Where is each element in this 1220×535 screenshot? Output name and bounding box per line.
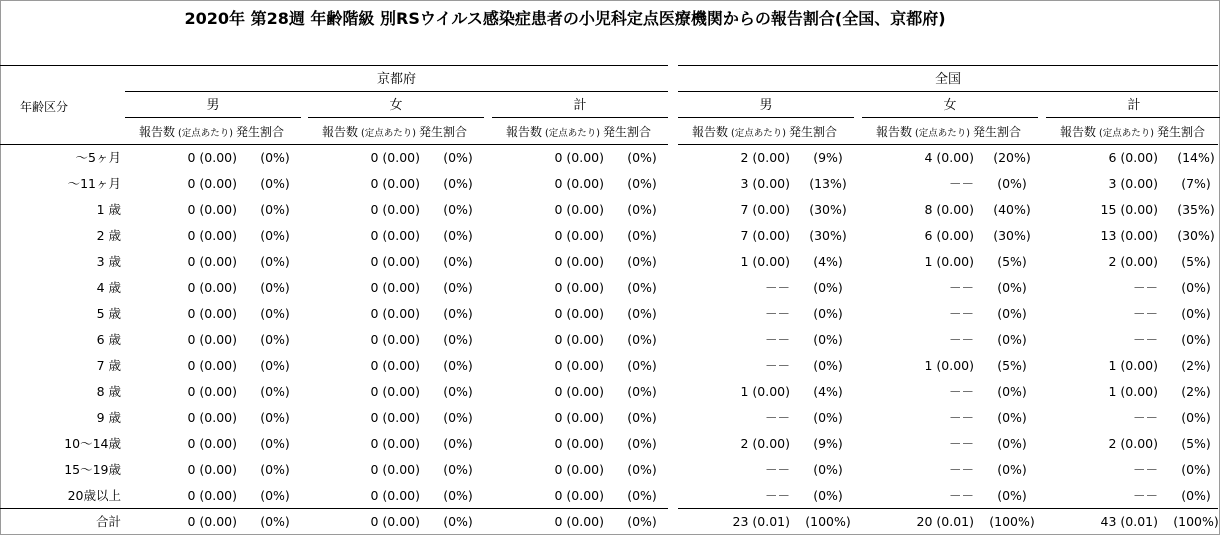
row-4-count-5: 2 (0.00) xyxy=(1108,254,1158,269)
row-4-rate-3: (4%) xyxy=(813,254,843,269)
subgroup-header-0: 男 xyxy=(206,98,220,113)
row-6-rate-0: (0%) xyxy=(260,306,290,321)
row-1-count-4: －－ xyxy=(948,176,974,191)
total-count-3: 23 (0.01) xyxy=(732,514,790,529)
row-13-count-0: 0 (0.00) xyxy=(187,488,237,503)
column-header-part: 発生割合 xyxy=(1156,125,1205,139)
row-7-rate-0: (0%) xyxy=(260,332,290,347)
row-8-count-0: 0 (0.00) xyxy=(187,358,237,373)
row-7-count-4: －－ xyxy=(948,332,974,347)
row-1-count-2: 0 (0.00) xyxy=(554,176,604,191)
row-8-count-3: －－ xyxy=(764,358,790,373)
row-11-rate-1: (0%) xyxy=(443,436,473,451)
column-header-0 xyxy=(139,124,284,142)
row-1-count-5: 3 (0.00) xyxy=(1108,176,1158,191)
column-header-part: 発生割合 xyxy=(972,125,1021,139)
row-13-age: 20歳以上 xyxy=(67,488,121,503)
row-12-age: 15～19歳 xyxy=(64,462,121,477)
row-11-count-0: 0 (0.00) xyxy=(187,436,237,451)
row-6-count-4: －－ xyxy=(948,306,974,321)
row-4-count-2: 0 (0.00) xyxy=(554,254,604,269)
row-9-count-4: －－ xyxy=(948,384,974,399)
column-header-part: 報告数 xyxy=(876,125,913,139)
row-3-age: 2 歳 xyxy=(96,228,121,243)
row-5-count-4: －－ xyxy=(948,280,974,295)
subgroup-header-2: 計 xyxy=(573,98,587,113)
row-2-count-5: 15 (0.00) xyxy=(1100,202,1158,217)
row-3-rate-4: (30%) xyxy=(993,228,1031,243)
row-12-rate-0: (0%) xyxy=(260,462,290,477)
row-4-count-0: 0 (0.00) xyxy=(187,254,237,269)
row-10-count-0: 0 (0.00) xyxy=(187,410,237,425)
row-4-rate-4: (5%) xyxy=(997,254,1027,269)
row-0-count-5: 6 (0.00) xyxy=(1108,150,1158,165)
row-1-rate-1: (0%) xyxy=(443,176,473,191)
row-3-count-4: 6 (0.00) xyxy=(924,228,974,243)
row-2-count-1: 0 (0.00) xyxy=(370,202,420,217)
row-12-rate-4: (0%) xyxy=(997,462,1027,477)
row-header-label: 年齢区分 xyxy=(20,100,69,114)
row-0-count-4: 4 (0.00) xyxy=(924,150,974,165)
row-8-count-4: 1 (0.00) xyxy=(924,358,974,373)
row-13-rate-1: (0%) xyxy=(443,488,473,503)
row-3-count-0: 0 (0.00) xyxy=(187,228,237,243)
row-9-count-0: 0 (0.00) xyxy=(187,384,237,399)
row-12-count-5: －－ xyxy=(1132,462,1158,477)
row-12-count-2: 0 (0.00) xyxy=(554,462,604,477)
row-5-count-1: 0 (0.00) xyxy=(370,280,420,295)
row-9-count-1: 0 (0.00) xyxy=(370,384,420,399)
row-13-count-4: －－ xyxy=(948,488,974,503)
column-header-part: (定点あたり) xyxy=(1096,128,1157,139)
row-9-rate-0: (0%) xyxy=(260,384,290,399)
column-header-3 xyxy=(692,124,837,142)
row-12-count-1: 0 (0.00) xyxy=(370,462,420,477)
row-6-rate-1: (0%) xyxy=(443,306,473,321)
row-3-rate-2: (0%) xyxy=(627,228,657,243)
row-1-rate-0: (0%) xyxy=(260,176,290,191)
rule-sub-1 xyxy=(308,117,484,118)
row-7-rate-3: (0%) xyxy=(813,332,843,347)
row-8-rate-2: (0%) xyxy=(627,358,657,373)
row-11-rate-0: (0%) xyxy=(260,436,290,451)
row-6-count-5: －－ xyxy=(1132,306,1158,321)
row-7-count-2: 0 (0.00) xyxy=(554,332,604,347)
total-rate-4: (100%) xyxy=(989,514,1035,529)
row-1-age: ～11ヶ月 xyxy=(67,176,121,191)
row-0-rate-3: (9%) xyxy=(813,150,843,165)
row-0-rate-1: (0%) xyxy=(443,150,473,165)
row-5-rate-2: (0%) xyxy=(627,280,657,295)
row-7-age: 6 歳 xyxy=(96,332,121,347)
column-header-4 xyxy=(876,124,1021,142)
row-4-count-3: 1 (0.00) xyxy=(740,254,790,269)
row-1-rate-2: (0%) xyxy=(627,176,657,191)
row-11-rate-2: (0%) xyxy=(627,436,657,451)
row-7-count-0: 0 (0.00) xyxy=(187,332,237,347)
row-0-count-2: 0 (0.00) xyxy=(554,150,604,165)
row-10-count-4: －－ xyxy=(948,410,974,425)
row-0-rate-2: (0%) xyxy=(627,150,657,165)
row-11-count-2: 0 (0.00) xyxy=(554,436,604,451)
row-0-count-1: 0 (0.00) xyxy=(370,150,420,165)
row-7-count-1: 0 (0.00) xyxy=(370,332,420,347)
row-8-count-2: 0 (0.00) xyxy=(554,358,604,373)
column-header-part: 発生割合 xyxy=(788,125,837,139)
row-9-count-2: 0 (0.00) xyxy=(554,384,604,399)
row-7-count-5: －－ xyxy=(1132,332,1158,347)
row-7-rate-2: (0%) xyxy=(627,332,657,347)
row-6-rate-3: (0%) xyxy=(813,306,843,321)
row-4-count-1: 0 (0.00) xyxy=(370,254,420,269)
row-5-count-5: －－ xyxy=(1132,280,1158,295)
row-10-rate-4: (0%) xyxy=(997,410,1027,425)
total-rate-3: (100%) xyxy=(805,514,851,529)
row-10-rate-5: (0%) xyxy=(1181,410,1211,425)
row-6-count-3: －－ xyxy=(764,306,790,321)
row-13-count-3: －－ xyxy=(764,488,790,503)
row-4-rate-2: (0%) xyxy=(627,254,657,269)
column-header-1 xyxy=(322,124,467,142)
row-3-count-5: 13 (0.00) xyxy=(1100,228,1158,243)
total-rate-0: (0%) xyxy=(260,514,290,529)
row-10-age: 9 歳 xyxy=(96,410,121,425)
row-8-rate-3: (0%) xyxy=(813,358,843,373)
row-8-rate-1: (0%) xyxy=(443,358,473,373)
row-4-count-4: 1 (0.00) xyxy=(924,254,974,269)
column-header-part: (定点あたり) xyxy=(175,128,236,139)
row-5-age: 4 歳 xyxy=(96,280,121,295)
row-11-rate-5: (5%) xyxy=(1181,436,1211,451)
total-rate-1: (0%) xyxy=(443,514,473,529)
rule-sub-0 xyxy=(125,117,301,118)
row-3-count-2: 0 (0.00) xyxy=(554,228,604,243)
row-11-count-5: 2 (0.00) xyxy=(1108,436,1158,451)
row-6-rate-2: (0%) xyxy=(627,306,657,321)
column-header-part: (定点あたり) xyxy=(542,128,603,139)
column-header-part: 報告数 xyxy=(322,125,359,139)
rule-header-left xyxy=(0,144,668,145)
column-header-part: 報告数 xyxy=(506,125,543,139)
column-header-2 xyxy=(506,124,651,142)
total-age: 合計 xyxy=(95,514,121,529)
subgroup-header-1: 女 xyxy=(389,98,403,113)
row-10-rate-3: (0%) xyxy=(813,410,843,425)
row-6-count-1: 0 (0.00) xyxy=(370,306,420,321)
rule-group-0 xyxy=(125,91,668,92)
row-8-count-1: 0 (0.00) xyxy=(370,358,420,373)
row-10-rate-2: (0%) xyxy=(627,410,657,425)
rule-top-right xyxy=(678,65,1218,66)
column-header-part: 報告数 xyxy=(1060,125,1097,139)
row-2-count-3: 7 (0.00) xyxy=(740,202,790,217)
row-2-count-0: 0 (0.00) xyxy=(187,202,237,217)
row-12-count-4: －－ xyxy=(948,462,974,477)
row-0-rate-4: (20%) xyxy=(993,150,1031,165)
column-header-part: 発生割合 xyxy=(418,125,467,139)
row-7-rate-5: (0%) xyxy=(1181,332,1211,347)
rule-total-left xyxy=(0,508,668,509)
row-13-rate-2: (0%) xyxy=(627,488,657,503)
row-3-rate-1: (0%) xyxy=(443,228,473,243)
row-2-rate-2: (0%) xyxy=(627,202,657,217)
rule-sub-4 xyxy=(862,117,1038,118)
row-1-count-0: 0 (0.00) xyxy=(187,176,237,191)
rule-sub-2 xyxy=(492,117,668,118)
row-8-age: 7 歳 xyxy=(96,358,121,373)
row-7-rate-1: (0%) xyxy=(443,332,473,347)
row-5-rate-5: (0%) xyxy=(1181,280,1211,295)
row-9-count-3: 1 (0.00) xyxy=(740,384,790,399)
row-12-rate-3: (0%) xyxy=(813,462,843,477)
row-9-count-5: 1 (0.00) xyxy=(1108,384,1158,399)
row-4-age: 3 歳 xyxy=(96,254,121,269)
group-header-1: 全国 xyxy=(934,72,961,87)
row-1-count-1: 0 (0.00) xyxy=(370,176,420,191)
column-header-part: (定点あたり) xyxy=(728,128,789,139)
row-4-rate-0: (0%) xyxy=(260,254,290,269)
row-13-rate-3: (0%) xyxy=(813,488,843,503)
rule-sub-3 xyxy=(678,117,854,118)
row-12-count-0: 0 (0.00) xyxy=(187,462,237,477)
row-11-count-3: 2 (0.00) xyxy=(740,436,790,451)
row-1-rate-3: (13%) xyxy=(809,176,847,191)
subgroup-header-5: 計 xyxy=(1127,98,1141,113)
row-13-count-1: 0 (0.00) xyxy=(370,488,420,503)
column-header-part: 発生割合 xyxy=(235,125,284,139)
row-2-rate-3: (30%) xyxy=(809,202,847,217)
row-13-count-5: －－ xyxy=(1132,488,1158,503)
row-8-rate-0: (0%) xyxy=(260,358,290,373)
row-13-rate-5: (0%) xyxy=(1181,488,1211,503)
row-0-rate-0: (0%) xyxy=(260,150,290,165)
row-13-count-2: 0 (0.00) xyxy=(554,488,604,503)
row-2-count-4: 8 (0.00) xyxy=(924,202,974,217)
row-10-count-1: 0 (0.00) xyxy=(370,410,420,425)
row-12-rate-2: (0%) xyxy=(627,462,657,477)
row-3-rate-5: (30%) xyxy=(1177,228,1215,243)
rule-group-1 xyxy=(678,91,1218,92)
row-2-rate-5: (35%) xyxy=(1177,202,1215,217)
group-header-0: 京都府 xyxy=(376,72,416,87)
total-count-5: 43 (0.01) xyxy=(1100,514,1158,529)
row-11-rate-4: (0%) xyxy=(997,436,1027,451)
row-12-count-3: －－ xyxy=(764,462,790,477)
row-8-count-5: 1 (0.00) xyxy=(1108,358,1158,373)
row-1-rate-4: (0%) xyxy=(997,176,1027,191)
row-1-count-3: 3 (0.00) xyxy=(740,176,790,191)
row-5-rate-1: (0%) xyxy=(443,280,473,295)
row-5-rate-4: (0%) xyxy=(997,280,1027,295)
row-10-count-3: －－ xyxy=(764,410,790,425)
row-1-rate-5: (7%) xyxy=(1181,176,1211,191)
subgroup-header-4: 女 xyxy=(943,98,957,113)
total-count-1: 0 (0.00) xyxy=(370,514,420,529)
row-5-count-2: 0 (0.00) xyxy=(554,280,604,295)
row-2-count-2: 0 (0.00) xyxy=(554,202,604,217)
row-7-rate-4: (0%) xyxy=(997,332,1027,347)
row-3-count-3: 7 (0.00) xyxy=(740,228,790,243)
row-0-count-3: 2 (0.00) xyxy=(740,150,790,165)
row-7-count-3: －－ xyxy=(764,332,790,347)
row-9-rate-1: (0%) xyxy=(443,384,473,399)
row-0-count-0: 0 (0.00) xyxy=(187,150,237,165)
row-5-count-3: －－ xyxy=(764,280,790,295)
row-12-rate-1: (0%) xyxy=(443,462,473,477)
row-5-rate-0: (0%) xyxy=(260,280,290,295)
row-5-rate-3: (0%) xyxy=(813,280,843,295)
rule-total-right xyxy=(678,508,1218,509)
row-2-rate-0: (0%) xyxy=(260,202,290,217)
row-9-age: 8 歳 xyxy=(96,384,121,399)
row-6-age: 5 歳 xyxy=(96,306,121,321)
total-count-0: 0 (0.00) xyxy=(187,514,237,529)
total-count-4: 20 (0.01) xyxy=(916,514,974,529)
row-0-age: ～5ヶ月 xyxy=(75,150,121,165)
row-6-count-2: 0 (0.00) xyxy=(554,306,604,321)
row-6-count-0: 0 (0.00) xyxy=(187,306,237,321)
row-9-rate-2: (0%) xyxy=(627,384,657,399)
column-header-part: (定点あたり) xyxy=(358,128,419,139)
row-5-count-0: 0 (0.00) xyxy=(187,280,237,295)
page-title: 2020年 第28週 年齢階級 別RSウイルス感染症患者の小児科定点医療機関からの報告割合(全国、京都府) xyxy=(184,9,946,28)
row-2-age: 1 歳 xyxy=(96,202,121,217)
row-10-rate-0: (0%) xyxy=(260,410,290,425)
row-3-rate-0: (0%) xyxy=(260,228,290,243)
column-header-part: 報告数 xyxy=(139,125,176,139)
column-header-part: 発生割合 xyxy=(602,125,651,139)
row-6-rate-5: (0%) xyxy=(1181,306,1211,321)
row-11-count-1: 0 (0.00) xyxy=(370,436,420,451)
row-9-rate-5: (2%) xyxy=(1181,384,1211,399)
row-8-rate-5: (2%) xyxy=(1181,358,1211,373)
subgroup-header-3: 男 xyxy=(759,98,773,113)
row-11-count-4: －－ xyxy=(948,436,974,451)
row-12-rate-5: (0%) xyxy=(1181,462,1211,477)
row-2-rate-1: (0%) xyxy=(443,202,473,217)
row-4-rate-5: (5%) xyxy=(1181,254,1211,269)
row-10-count-5: －－ xyxy=(1132,410,1158,425)
row-2-rate-4: (40%) xyxy=(993,202,1031,217)
rule-sub-5 xyxy=(1046,117,1220,118)
row-8-rate-4: (5%) xyxy=(997,358,1027,373)
row-3-rate-3: (30%) xyxy=(809,228,847,243)
row-11-age: 10～14歳 xyxy=(64,436,121,451)
row-13-rate-4: (0%) xyxy=(997,488,1027,503)
column-header-part: (定点あたり) xyxy=(912,128,973,139)
row-9-rate-3: (4%) xyxy=(813,384,843,399)
total-rate-2: (0%) xyxy=(627,514,657,529)
row-4-rate-1: (0%) xyxy=(443,254,473,269)
column-header-5 xyxy=(1060,124,1205,142)
total-rate-5: (100%) xyxy=(1173,514,1219,529)
row-0-rate-5: (14%) xyxy=(1177,150,1215,165)
row-9-rate-4: (0%) xyxy=(997,384,1027,399)
total-count-2: 0 (0.00) xyxy=(554,514,604,529)
rule-top-left xyxy=(0,65,668,66)
row-11-rate-3: (9%) xyxy=(813,436,843,451)
rule-header-right xyxy=(678,144,1218,145)
row-6-rate-4: (0%) xyxy=(997,306,1027,321)
row-10-count-2: 0 (0.00) xyxy=(554,410,604,425)
row-13-rate-0: (0%) xyxy=(260,488,290,503)
row-3-count-1: 0 (0.00) xyxy=(370,228,420,243)
column-header-part: 報告数 xyxy=(692,125,729,139)
row-10-rate-1: (0%) xyxy=(443,410,473,425)
